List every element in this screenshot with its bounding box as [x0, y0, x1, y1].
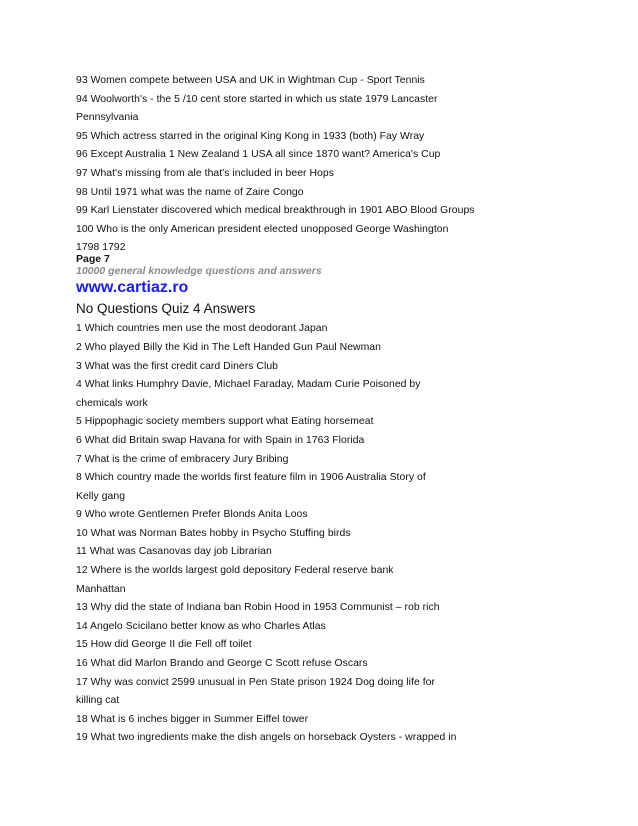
text-line: 6 What did Britain swap Havana for with Spain in 1763 Florida [76, 434, 365, 446]
text-line: 13 Why did the state of Indiana ban Robin Hood in 1953 Communist – rob rich [76, 602, 440, 614]
text-line: Manhattan [76, 583, 126, 595]
text-line: 17 Why was convict 2599 unusual in Pen State prison 1924 Dog doing life for [76, 676, 435, 688]
text-line: 10 What was Norman Bates hobby in Psycho Stuffing birds [76, 527, 351, 539]
document-subtitle: 10000 general knowledge questions and answers [76, 265, 322, 278]
text-line: 93 Women compete between USA and UK in Wightman Cup - Sport Tennis [76, 75, 425, 86]
text-line: 19 What two ingredients make the dish angels on horseback Oysters - wrapped in [76, 732, 457, 744]
text-line: 95 Which actress starred in the original King Kong in 1933 (both) Fay Wray [76, 130, 425, 142]
text-line: chemicals work [76, 397, 148, 409]
text-line: 4 What links Humphry Davie, Michael Faraday, Madam Curie Poisoned by [76, 379, 421, 391]
text-line: 16 What did Marlon Brando and George C Scott refuse Oscars [76, 658, 368, 670]
text-line: 100 Who is the only American president elected unopposed George Washington [76, 223, 449, 235]
text-line: Kelly gang [76, 490, 126, 502]
text-line: 9 Who wrote Gentlemen Prefer Blonds Anita Loos [76, 509, 308, 521]
text-line: 94 Woolworth's - the 5 /10 cent store started in which us state 1979 Lancaster [76, 93, 438, 105]
text-line: 99 Karl Lienstater discovered which medical breakthrough in 1901 ABO Blood Groups [76, 205, 475, 217]
text-line: 1 Which countries men use the most deodorant Japan [76, 323, 328, 335]
top-question-list [76, 72, 576, 253]
text-line: 3 What was the first credit card Diners Club [76, 360, 279, 372]
section-heading: No Questions Quiz 4 Answers [76, 301, 256, 317]
text-line: 96 Except Australia 1 New Zealand 1 USA all since 1870 want? America's Cup [76, 149, 441, 161]
text-line: 11 What was Casanovas day job Librarian [76, 546, 272, 558]
text-line: 15 How did George II die Fell off toilet [76, 639, 252, 651]
page-footer [76, 253, 576, 298]
website-link[interactable]: www.cartiaz.ro [76, 279, 189, 297]
text-line: killing cat [76, 695, 120, 707]
document-page [76, 72, 576, 748]
text-line: 12 Where is the worlds largest gold depository Federal reserve bank [76, 565, 394, 577]
bottom-question-list [76, 320, 576, 748]
text-line: 7 What is the crime of embracery Jury Bribing [76, 453, 289, 465]
text-line: 2 Who played Billy the Kid in The Left Handed Gun Paul Newman [76, 341, 381, 353]
text-line: 98 Until 1971 what was the name of Zaire Congo [76, 186, 304, 198]
text-line: Pennsylvania [76, 112, 139, 124]
page-number: Page 7 [76, 253, 110, 266]
text-line: 14 Angelo Scicilano better know as who Charles Atlas [76, 620, 326, 632]
text-line: 97 What's missing from ale that's included in beer Hops [76, 167, 334, 179]
text-line: 18 What is 6 inches bigger in Summer Eiffel tower [76, 713, 309, 725]
text-line: 8 Which country made the worlds first feature film in 1906 Australia Story of [76, 472, 426, 484]
text-line: 5 Hippophagic society members support what Eating horsemeat [76, 416, 374, 428]
text-line: 1798 1792 [76, 242, 126, 254]
